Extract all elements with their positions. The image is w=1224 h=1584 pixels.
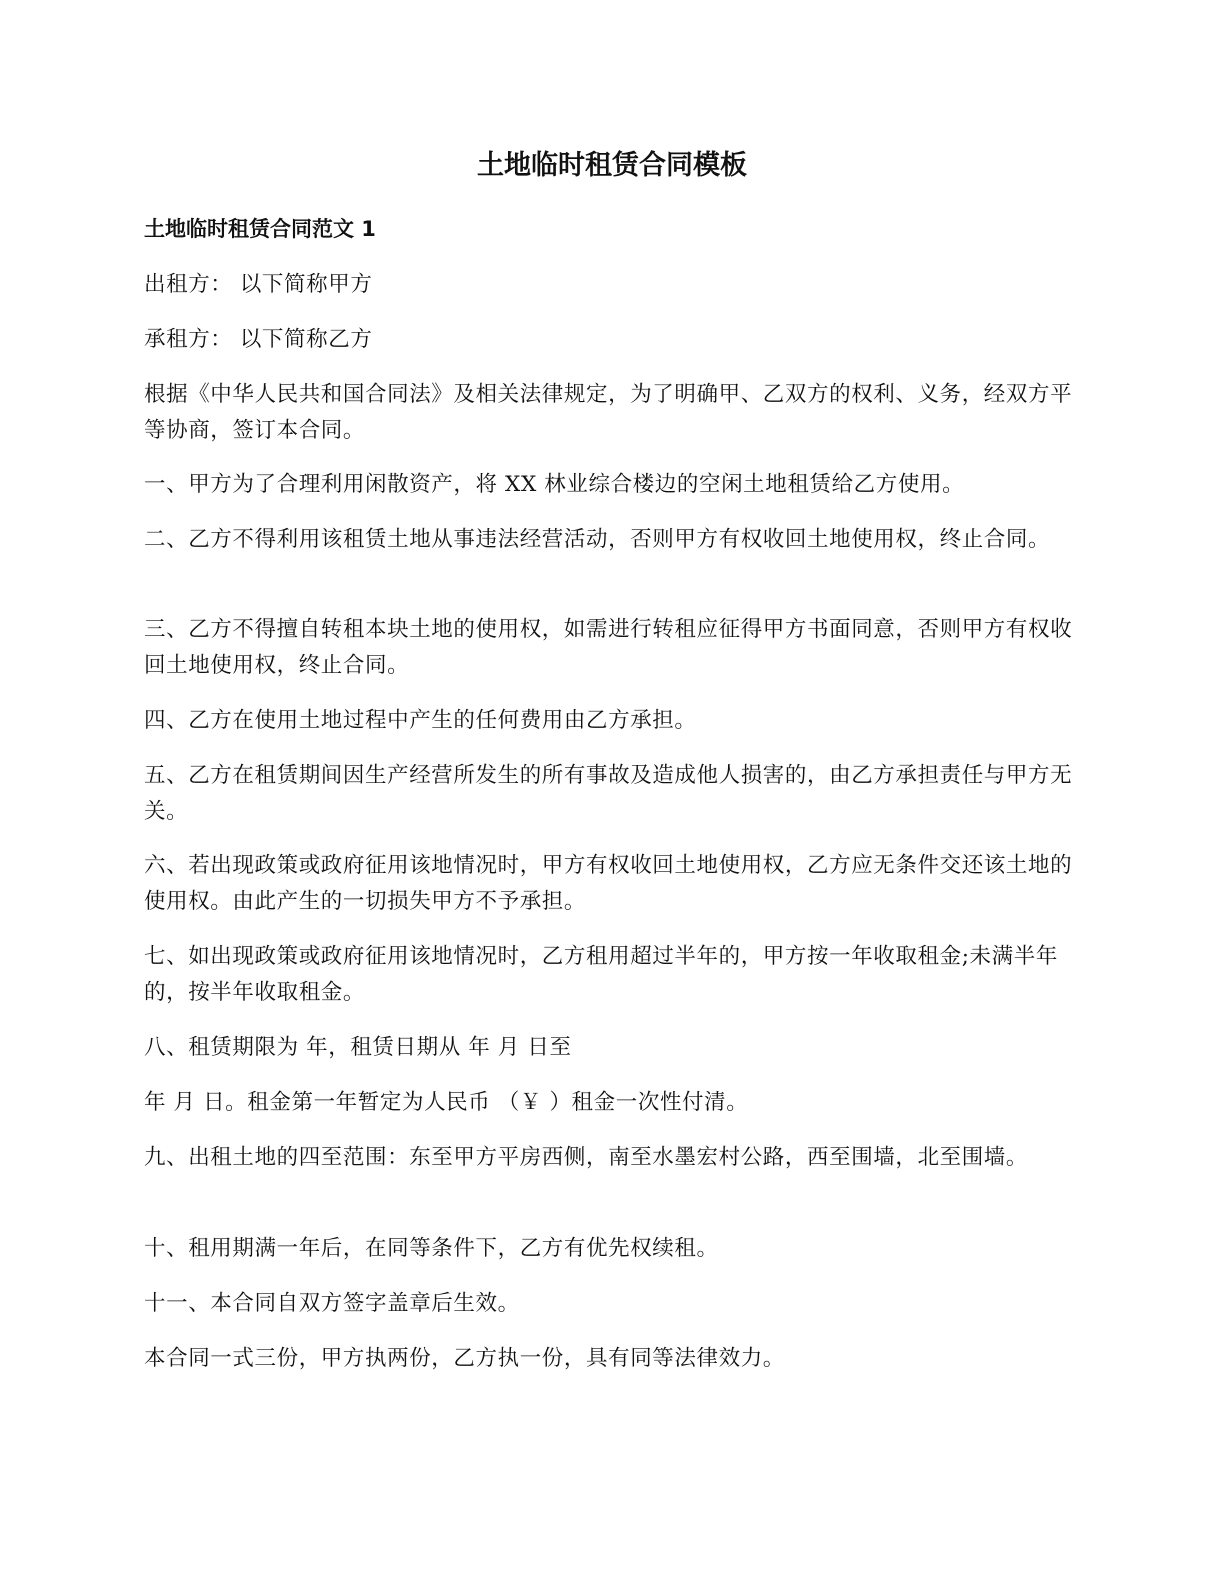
paragraph-clause-9: 九、出租土地的四至范围：东至甲方平房西侧，南至水墨宏村公路，西至围墙，北至围墙。: [144, 1145, 1029, 1170]
paragraph-lessee: 承租方： 以下简称乙方: [144, 327, 373, 352]
paragraph-clause-3: 三、乙方不得擅自转租本块土地的使用权，如需进行转租应征得甲方书面同意，否则甲方有权收回土地使用权，终止合同。: [144, 617, 1073, 678]
section-heading: 土地临时租赁合同范文 1: [144, 217, 376, 241]
paragraph-clause-10: 十、租用期满一年后，在同等条件下，乙方有优先权续租。: [144, 1236, 719, 1261]
paragraph-clause-2: 二、乙方不得利用该租赁土地从事违法经营活动，否则甲方有权收回土地使用权，终止合同。: [144, 527, 1051, 552]
paragraph-clause-6: 六、若出现政策或政府征用该地情况时，甲方有权收回土地使用权，乙方应无条件交还该土地的使用权。由此产生的一切损失甲方不予承担。: [144, 853, 1073, 914]
paragraph-copies: 本合同一式三份，甲方执两份，乙方执一份，具有同等法律效力。: [144, 1346, 785, 1371]
paragraph-preamble: 根据《中华人民共和国合同法》及相关法律规定，为了明确甲、乙双方的权利、义务，经双方平等协商，签订本合同。: [144, 382, 1073, 443]
paragraph-clause-4: 四、乙方在使用土地过程中产生的任何费用由乙方承担。: [144, 708, 697, 733]
paragraph-clause-8-line-2: 年 月 日。租金第一年暂定为人民币 （￥ ）租金一次性付清。: [144, 1090, 749, 1115]
paragraph-clause-11: 十一、本合同自双方签字盖章后生效。: [144, 1291, 520, 1316]
paragraph-clause-7: 七、如出现政策或政府征用该地情况时，乙方租用超过半年的，甲方按一年收取租金;未满半年的，按半年收取租金。: [144, 944, 1058, 1005]
document-title: 土地临时租赁合同模板: [477, 150, 747, 181]
paragraph-clause-8-line-1: 八、租赁期限为 年，租赁日期从 年 月 日至: [144, 1035, 572, 1060]
paragraph-clause-5: 五、乙方在租赁期间因生产经营所发生的所有事故及造成他人损害的，由乙方承担责任与甲方无关。: [144, 763, 1073, 824]
paragraph-lessor: 出租方： 以下简称甲方: [144, 272, 373, 297]
paragraph-clause-1: 一、甲方为了合理利用闲散资产，将 XX 林业综合楼边的空闲土地租赁给乙方使用。: [144, 472, 965, 497]
